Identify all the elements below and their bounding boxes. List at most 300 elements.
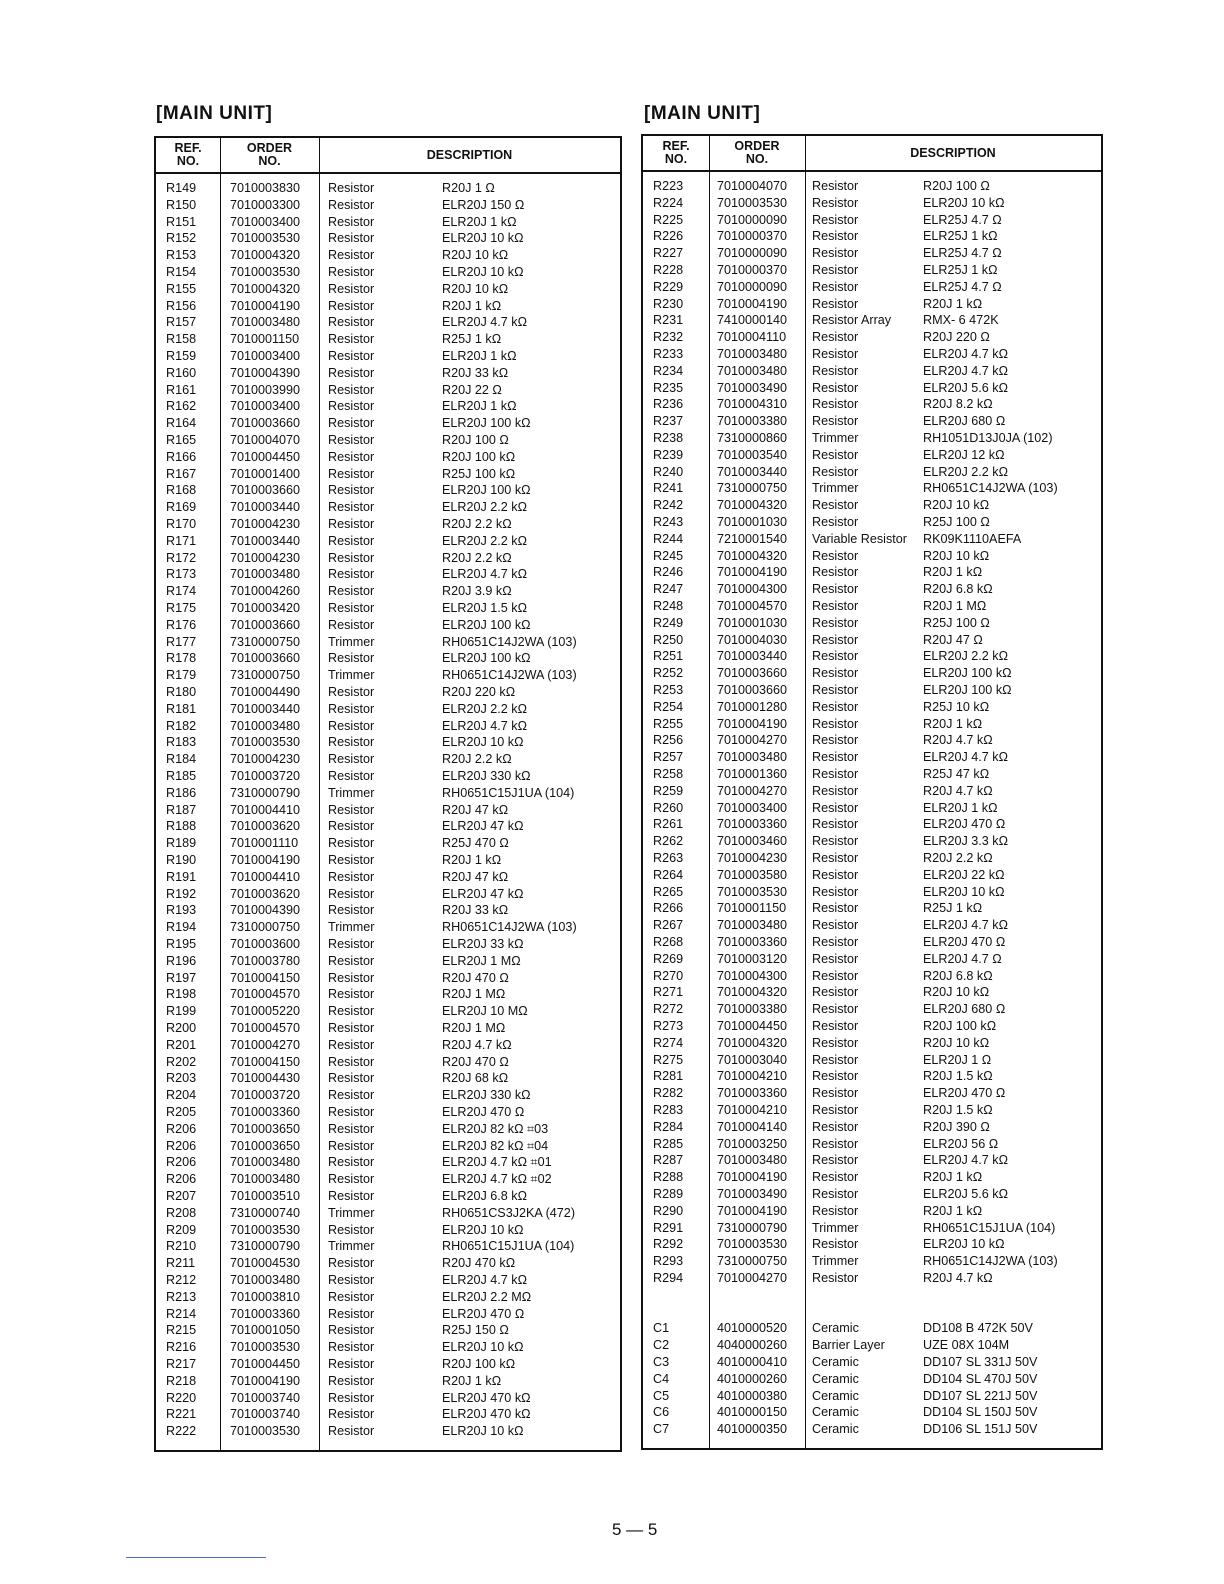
order-no-cell: 7010003810: [230, 1289, 301, 1304]
table-row: [156, 499, 620, 516]
part-spec-cell: ELR20J 1.5 kΩ: [442, 601, 528, 615]
ref-no-cell: R217: [166, 1357, 197, 1371]
ref-no-cell: R262: [653, 834, 684, 849]
ref-no-cell: R249: [653, 615, 684, 630]
part-type-cell: Resistor: [812, 968, 859, 983]
order-no-cell: 7010003480: [230, 1172, 301, 1187]
ref-no-cell: R293: [653, 1254, 684, 1269]
part-spec-cell: ELR20J 2.2 kΩ: [442, 500, 528, 515]
table-row: [156, 1188, 620, 1205]
part-spec-cell: R20J 1 kΩ: [923, 1170, 983, 1185]
part-spec-cell: R20J 1 MΩ: [442, 987, 506, 1002]
order-no-cell: 7010003530: [230, 1424, 301, 1439]
ref-no-cell: R214: [166, 1306, 197, 1321]
table-row: [156, 348, 620, 365]
order-no-cell: 7010003600: [230, 937, 301, 951]
part-type-cell: Resistor: [328, 416, 375, 431]
table-row: [643, 514, 1101, 531]
part-type-cell: Resistor: [328, 617, 375, 632]
part-type-cell: Trimmer: [328, 1205, 375, 1220]
table-row: [156, 936, 620, 953]
part-spec-cell: RH1051D13J0JA (102): [923, 431, 1053, 445]
ref-no-cell: R241: [653, 481, 684, 496]
order-no-cell: 7010003400: [230, 349, 301, 363]
part-type-cell: Resistor: [328, 332, 375, 347]
order-no-cell: 7010001280: [717, 699, 788, 714]
part-spec-cell: R20J 6.8 kΩ: [923, 582, 993, 597]
table-row: [643, 1304, 1101, 1321]
order-no-cell: 7010003490: [717, 380, 788, 395]
part-spec-cell: ELR20J 330 kΩ: [442, 1088, 531, 1103]
order-no-cell: 7010001030: [717, 515, 788, 529]
part-type-cell: Resistor: [812, 599, 859, 613]
ref-no-cell: R187: [166, 802, 197, 817]
table-row: [156, 634, 620, 651]
part-spec-cell: ELR20J 2.2 kΩ: [923, 649, 1009, 664]
ref-no-cell: R155: [166, 281, 197, 296]
ref-no-cell: R164: [166, 416, 197, 431]
part-type-cell: Resistor: [328, 567, 375, 582]
part-type-cell: Resistor: [328, 399, 375, 414]
order-no-cell: 7010004320: [717, 985, 788, 1000]
table-row: [643, 346, 1101, 363]
order-no-cell: 7010004190: [717, 1170, 788, 1185]
order-no-cell: 7010004270: [230, 1037, 301, 1052]
order-no-cell: 7310000750: [717, 1254, 788, 1269]
part-type-cell: Resistor: [812, 548, 859, 563]
order-no-cell: 7010003480: [717, 347, 788, 361]
ref-no-cell: R186: [166, 785, 197, 800]
part-type-cell: Resistor: [812, 1187, 859, 1201]
part-type-cell: Resistor: [812, 414, 859, 429]
part-type-cell: Trimmer: [328, 785, 375, 800]
order-no-cell: 7010004190: [717, 1203, 788, 1218]
part-spec-cell: ELR20J 6.8 kΩ: [442, 1189, 528, 1203]
part-spec-cell: R20J 22 Ω: [442, 382, 502, 397]
order-no-cell: 7010004190: [230, 1373, 301, 1388]
table-row: [156, 986, 620, 1003]
part-type-cell: Resistor: [812, 582, 859, 597]
ref-no-cell: R152: [166, 231, 197, 246]
ref-no-cell: R237: [653, 414, 684, 429]
table-row: [156, 1171, 620, 1188]
ref-no-cell: R209: [166, 1222, 197, 1237]
order-no-cell: 7010003040: [717, 1052, 788, 1067]
part-spec-cell: ELR20J 470 Ω: [923, 1086, 1006, 1101]
table-row: [643, 833, 1101, 850]
order-no-cell: 7010000090: [717, 212, 788, 227]
table-row: [643, 1085, 1101, 1102]
order-no-cell: 7010003720: [230, 1088, 301, 1103]
part-spec-cell: ELR20J 10 kΩ: [442, 231, 524, 246]
order-no-cell: 7010003480: [717, 363, 788, 378]
part-spec-cell: ELR20J 4.7 kΩ ⌗02: [442, 1172, 552, 1187]
part-spec-cell: ELR20J 470 kΩ: [442, 1407, 531, 1422]
ref-no-cell: R175: [166, 601, 197, 615]
part-type-cell: Resistor: [328, 1172, 375, 1187]
order-no-cell: 7010003660: [717, 666, 788, 681]
part-type-cell: Resistor: [812, 246, 859, 261]
table-row: [156, 1020, 620, 1037]
order-no-cell: 7010004430: [230, 1071, 301, 1086]
order-no-cell: 7010003660: [230, 483, 301, 498]
part-spec-cell: R20J 10 kΩ: [923, 498, 990, 513]
order-no-cell: 7210001540: [717, 531, 788, 546]
part-spec-cell: RH0651C15J1UA (104): [923, 1220, 1056, 1235]
part-spec-cell: R25J 1 kΩ: [442, 332, 502, 347]
part-spec-cell: R25J 47 kΩ: [923, 767, 990, 781]
order-no-header-label: ORDER NO.: [734, 139, 780, 166]
table-row: [156, 1054, 620, 1071]
table-row: [156, 1087, 620, 1104]
order-no-cell: 7010003650: [230, 1121, 301, 1136]
table-row: [156, 1289, 620, 1306]
order-no-cell: 7010003440: [230, 500, 301, 515]
order-no-cell: 7010003400: [717, 800, 788, 815]
part-type-cell: Resistor: [328, 752, 375, 767]
part-spec-cell: R20J 390 Ω: [923, 1119, 990, 1134]
part-type-cell: Resistor: [812, 817, 859, 832]
order-no-cell: 7010003440: [230, 533, 301, 548]
table-row: [156, 667, 620, 684]
part-type-cell: Resistor: [328, 281, 375, 296]
part-type-cell: Resistor: [328, 1021, 375, 1035]
part-type-cell: Variable Resistor: [812, 531, 907, 546]
part-type-cell: Resistor: [328, 718, 375, 733]
table-row: [156, 1138, 620, 1155]
ref-no-cell: R228: [653, 263, 684, 277]
ref-no-cell: R201: [166, 1037, 197, 1052]
part-spec-cell: ELR20J 47 kΩ: [442, 819, 524, 834]
table-row: [156, 550, 620, 567]
order-no-cell: 7010003740: [230, 1390, 301, 1405]
part-spec-cell: R25J 470 Ω: [442, 836, 509, 851]
ref-no-cell: R196: [166, 953, 197, 968]
order-no-cell: 7010004270: [717, 1271, 788, 1285]
part-type-cell: Resistor: [812, 1170, 859, 1185]
table-row: [643, 548, 1101, 565]
order-no-cell: 7310000740: [230, 1205, 301, 1220]
table-row: [156, 734, 620, 751]
part-type-cell: Resistor: [328, 869, 375, 884]
part-type-cell: Resistor: [328, 349, 375, 363]
description-header: [805, 136, 1101, 170]
order-no-cell: 7010003480: [230, 1155, 301, 1170]
part-spec-cell: R20J 47 kΩ: [442, 802, 509, 817]
ref-no-cell: R264: [653, 867, 684, 882]
part-type-cell: Resistor: [328, 953, 375, 968]
table-row: [156, 415, 620, 432]
table-row: [156, 802, 620, 819]
ref-no-cell: R270: [653, 968, 684, 983]
table-row: [156, 1154, 620, 1171]
part-type-cell: Resistor: [812, 800, 859, 815]
order-no-cell: 7010003660: [230, 416, 301, 431]
part-spec-cell: ELR20J 680 Ω: [923, 1002, 1006, 1017]
ref-no-cell: R169: [166, 500, 197, 515]
part-type-cell: Resistor: [328, 1357, 375, 1371]
table-row: [643, 1287, 1101, 1304]
order-no-cell: 7010003620: [230, 886, 301, 901]
ref-no-cell: R195: [166, 937, 197, 951]
part-type-cell: Resistor: [328, 584, 375, 599]
order-no-cell: 7010004300: [717, 582, 788, 597]
description-header-label: DESCRIPTION: [910, 145, 996, 160]
table-row: [643, 615, 1101, 632]
ref-no-cell: R281: [653, 1069, 684, 1084]
ref-no-cell: R240: [653, 464, 684, 479]
order-no-cell: 7010004320: [230, 281, 301, 296]
ref-no-cell: R239: [653, 447, 684, 462]
part-spec-cell: ELR20J 1 kΩ: [442, 349, 517, 363]
order-no-cell: 7010004390: [230, 365, 301, 380]
part-type-cell: Ceramic: [812, 1355, 859, 1369]
ref-no-cell: R202: [166, 1054, 197, 1069]
order-no-cell: 7010003530: [230, 265, 301, 279]
ref-no-cell: R282: [653, 1086, 684, 1101]
ref-no-cell: R162: [166, 399, 197, 414]
ref-no-cell: R205: [166, 1105, 197, 1119]
part-type-cell: Resistor: [328, 701, 375, 716]
order-no-cell: 7010003660: [230, 651, 301, 666]
table-row: [156, 1406, 620, 1423]
order-no-cell: 4010000350: [717, 1422, 788, 1437]
table-row: [156, 331, 620, 348]
order-no-cell: 7010004190: [230, 298, 301, 313]
part-spec-cell: R20J 4.7 kΩ: [923, 733, 993, 748]
ref-no-cell: R177: [166, 634, 197, 649]
part-type-cell: Resistor: [812, 985, 859, 1000]
table-row: [643, 430, 1101, 447]
part-spec-cell: R20J 220 kΩ: [442, 685, 516, 699]
part-type-cell: Resistor: [812, 1203, 859, 1218]
part-type-cell: Resistor: [812, 279, 859, 294]
table-row: [156, 835, 620, 852]
table-row: [156, 953, 620, 970]
part-type-cell: Resistor: [328, 483, 375, 498]
order-no-cell: 7010003530: [230, 1222, 301, 1237]
part-type-cell: Resistor: [812, 1086, 859, 1101]
ref-no-cell: R283: [653, 1103, 684, 1117]
table-row: [643, 1388, 1101, 1405]
order-no-cell: 7010005220: [230, 1004, 301, 1019]
order-no-cell: 7010003250: [717, 1136, 788, 1151]
part-spec-cell: ELR20J 10 kΩ: [442, 265, 524, 279]
table-row: [156, 197, 620, 214]
table-row: [643, 850, 1101, 867]
part-type-cell: Resistor: [328, 449, 375, 464]
ref-no-cell: R160: [166, 365, 197, 380]
order-no-cell: 7010003360: [230, 1306, 301, 1321]
ref-no-cell: R213: [166, 1289, 197, 1304]
part-spec-cell: R20J 1 kΩ: [923, 716, 983, 731]
part-spec-cell: R20J 100 kΩ: [923, 1019, 997, 1033]
ref-no-cell: R287: [653, 1153, 684, 1168]
part-spec-cell: ELR20J 150 Ω: [442, 197, 525, 212]
ref-no-cell: R246: [653, 565, 684, 580]
part-type-cell: Resistor: [328, 298, 375, 313]
part-spec-cell: R20J 2.2 kΩ: [442, 517, 512, 531]
order-no-cell: 7410000140: [717, 313, 788, 328]
order-no-cell: 7010004320: [230, 248, 301, 263]
ref-no-cell: R243: [653, 515, 684, 529]
order-no-cell: 7010004300: [717, 968, 788, 983]
part-type-cell: Resistor: [328, 533, 375, 548]
part-spec-cell: R20J 1 Ω: [442, 181, 495, 195]
order-no-cell: 4010000380: [717, 1388, 788, 1403]
table-row: [643, 951, 1101, 968]
ref-no-cell: R221: [166, 1407, 197, 1422]
ref-no-cell: R231: [653, 313, 684, 328]
table-row: [643, 867, 1101, 884]
table-row: [156, 1390, 620, 1407]
ref-no-cell: R260: [653, 800, 684, 815]
part-type-cell: Resistor: [812, 296, 859, 311]
table-row: [643, 380, 1101, 397]
part-spec-cell: R20J 470 kΩ: [442, 1256, 516, 1271]
order-no-cell: 7010001150: [717, 901, 787, 916]
order-no-cell: 7010003360: [717, 935, 788, 949]
ref-no-cell: R206: [166, 1138, 197, 1153]
ref-no-cell: R149: [166, 181, 197, 195]
description-header-label: DESCRIPTION: [426, 147, 513, 162]
table-row: [156, 852, 620, 869]
ref-no-cell: R171: [166, 533, 197, 548]
order-no-cell: 7010004140: [717, 1119, 788, 1134]
part-spec-cell: ELR20J 56 Ω: [923, 1136, 999, 1151]
order-no-cell: 7010004410: [230, 869, 301, 884]
order-no-cell: 7010003440: [717, 464, 788, 479]
part-type-cell: Resistor: [812, 1052, 859, 1067]
order-no-cell: 7010003580: [717, 867, 788, 882]
table-row: [643, 800, 1101, 817]
part-spec-cell: R20J 8.2 kΩ: [923, 397, 993, 412]
part-type-cell: Resistor: [328, 1273, 375, 1287]
order-no-cell: 7010000370: [717, 229, 788, 244]
table-row: [643, 1320, 1101, 1337]
ref-no-cell: R225: [653, 212, 684, 227]
part-spec-cell: R20J 68 kΩ: [442, 1071, 509, 1086]
ref-no-cell: R227: [653, 246, 684, 261]
table-row: [643, 1354, 1101, 1371]
part-type-cell: Ceramic: [812, 1422, 859, 1437]
table-row: [156, 314, 620, 331]
part-type-cell: Resistor: [328, 836, 375, 851]
part-spec-cell: ELR20J 4.7 kΩ: [442, 315, 528, 330]
table-row: [643, 1220, 1101, 1237]
part-spec-cell: R20J 100 kΩ: [442, 1357, 516, 1371]
ref-no-cell: R206: [166, 1121, 197, 1136]
part-spec-cell: DD107 SL 331J 50V: [923, 1355, 1038, 1369]
part-spec-cell: R20J 10 kΩ: [923, 1035, 990, 1050]
table-row: [643, 783, 1101, 800]
ref-no-cell: C7: [653, 1422, 670, 1437]
part-type-cell: Trimmer: [328, 668, 375, 683]
part-type-cell: Resistor: [328, 265, 375, 279]
ref-no-cell: R223: [653, 179, 684, 193]
ref-no-cell: R158: [166, 332, 197, 347]
part-type-cell: Resistor: [328, 1155, 375, 1170]
part-spec-cell: R20J 10 kΩ: [442, 281, 509, 296]
part-type-cell: Resistor: [812, 666, 859, 681]
part-spec-cell: DD104 SL 150J 50V: [923, 1405, 1038, 1420]
part-spec-cell: R20J 10 kΩ: [923, 985, 990, 1000]
table-row: [643, 464, 1101, 481]
ref-no-cell: C4: [653, 1371, 670, 1386]
order-no-cell: 7010003510: [230, 1189, 301, 1203]
table-row: [643, 329, 1101, 346]
part-type-cell: Resistor: [328, 1071, 375, 1086]
table-row: [643, 396, 1101, 413]
ref-no-cell: R188: [166, 819, 197, 834]
table-row: [643, 312, 1101, 329]
ref-no-cell: R199: [166, 1004, 197, 1019]
order-no-cell: 7010003380: [717, 414, 788, 429]
ref-no-cell: R178: [166, 651, 197, 666]
part-spec-cell: ELR20J 10 kΩ: [442, 1424, 524, 1439]
ref-no-cell: R203: [166, 1071, 197, 1086]
table-row: [643, 497, 1101, 514]
table-row: [643, 262, 1101, 279]
part-type-cell: Trimmer: [812, 1220, 859, 1235]
ref-no-cell: R259: [653, 783, 684, 798]
table-row: [643, 1371, 1101, 1388]
part-spec-cell: RH0651C14J2WA (103): [442, 634, 577, 649]
part-spec-cell: ELR20J 1 MΩ: [442, 953, 521, 968]
order-no-cell: 7010003530: [717, 884, 788, 899]
table-row: [156, 1356, 620, 1373]
table-row: [643, 1404, 1101, 1421]
part-type-cell: Resistor: [812, 380, 859, 395]
part-type-cell: Resistor: [812, 179, 859, 193]
order-no-cell: 7310000790: [230, 785, 301, 800]
ref-no-cell: C1: [653, 1321, 670, 1336]
order-no-cell: 7010003480: [717, 1153, 788, 1168]
table-row: [156, 718, 620, 735]
part-spec-cell: ELR20J 4.7 kΩ: [442, 1273, 528, 1287]
table-row: [156, 1272, 620, 1289]
ref-no-cell: C2: [653, 1338, 670, 1353]
part-spec-cell: R20J 1 kΩ: [442, 853, 502, 867]
order-no-cell: 7010004320: [717, 1035, 788, 1050]
ref-no-cell: R189: [166, 836, 197, 851]
part-type-cell: Resistor: [812, 783, 859, 798]
table-row: [156, 1121, 620, 1138]
table-row: [643, 968, 1101, 985]
table-row: [156, 768, 620, 785]
part-spec-cell: R20J 1 kΩ: [923, 565, 983, 580]
order-no-cell: 7010003530: [230, 231, 301, 246]
table-row: [643, 1136, 1101, 1153]
part-type-cell: Resistor: [812, 716, 859, 731]
order-no-cell: 7010003440: [230, 701, 301, 716]
table-row: [156, 785, 620, 802]
part-type-cell: Resistor: [328, 1323, 375, 1338]
part-spec-cell: R20J 3.9 kΩ: [442, 584, 512, 599]
table-row: [156, 886, 620, 903]
order-no-cell: 7010004150: [230, 1054, 301, 1069]
ref-no-cell: R245: [653, 548, 684, 563]
table-row: [643, 1119, 1101, 1136]
part-spec-cell: ELR20J 4.7 kΩ: [923, 347, 1009, 361]
table-row: [156, 684, 620, 701]
part-type-cell: Resistor: [328, 1088, 375, 1103]
ref-no-cell: R261: [653, 817, 684, 832]
order-no-cell: 7310000860: [717, 431, 788, 445]
table-row: [156, 1339, 620, 1356]
part-spec-cell: R20J 1 kΩ: [442, 1373, 502, 1388]
order-no-cell: 7010004270: [717, 733, 788, 748]
